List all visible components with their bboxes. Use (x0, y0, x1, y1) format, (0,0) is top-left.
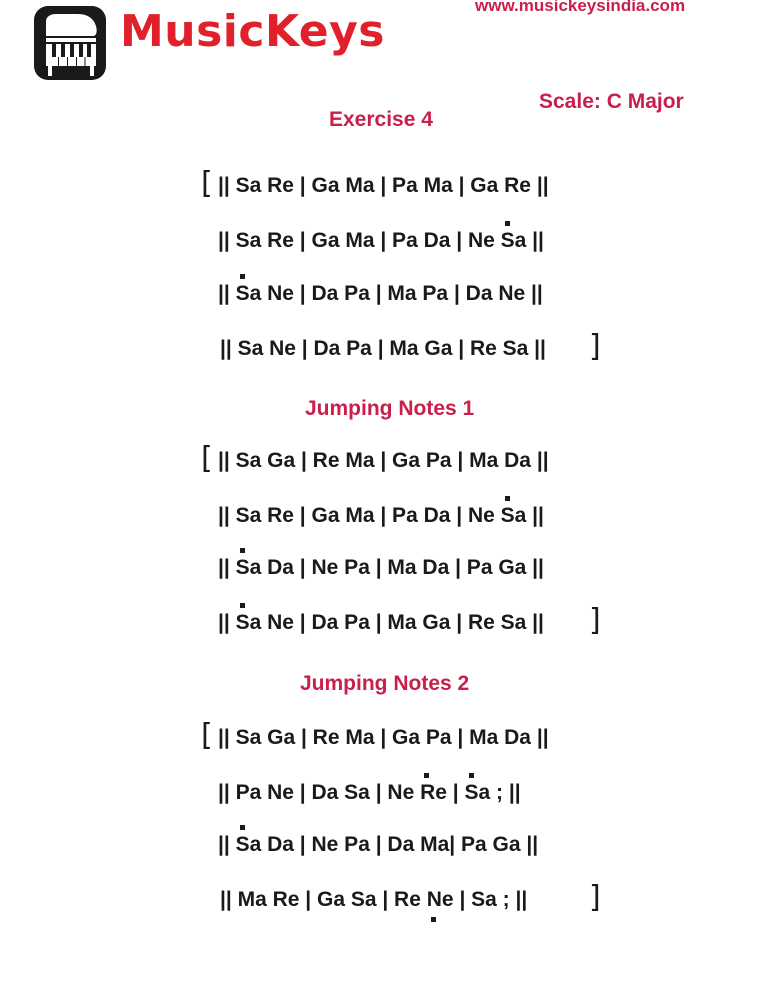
close-bracket: ] (589, 603, 601, 638)
open-bracket: [ (201, 441, 213, 476)
notation-line: || Sa Ne | Da Pa | Ma Ga | Re Sa || (220, 337, 546, 360)
upper-octave-dot (240, 274, 245, 279)
section-title-jumping-notes-2: Jumping Notes 2 (300, 672, 470, 695)
website-url[interactable]: www.musickeysindia.com (475, 0, 686, 15)
upper-octave-dot (240, 603, 245, 608)
notation-line: || Sa Re | Ga Ma | Pa Da | Ne Sa || (218, 229, 544, 253)
upper-octave-dot (505, 221, 510, 226)
notation-line: || Sa Re | Ga Ma | Pa Da | Ne Sa || (218, 504, 544, 528)
open-bracket: [ (201, 718, 213, 753)
close-bracket: ] (589, 880, 601, 915)
upper-octave-dot (240, 825, 245, 830)
musickeys-logo (34, 6, 106, 80)
section-title-jumping-notes-1: Jumping Notes 1 (305, 397, 475, 420)
notation-line: || Pa Ne | Da Sa | Ne Re | Sa ; || (218, 781, 521, 805)
lower-octave-dot (431, 917, 436, 922)
open-bracket: [ (201, 166, 213, 201)
upper-octave-dot (469, 773, 474, 778)
notation-line: || Sa Ne | Da Pa | Ma Ga | Re Sa || (218, 611, 544, 635)
scale-label: Scale: C Major (539, 90, 684, 113)
piano-icon (34, 6, 106, 80)
close-bracket: ] (589, 329, 601, 364)
section-title-exercise-4: Exercise 4 (329, 108, 433, 131)
upper-octave-dot (505, 496, 510, 501)
notation-line: || Sa Ga | Re Ma | Ga Pa | Ma Da || (218, 449, 549, 472)
notation-line: || Sa Ne | Da Pa | Ma Pa | Da Ne || (218, 282, 543, 306)
notation-line: || Sa Ga | Re Ma | Ga Pa | Ma Da || (218, 726, 549, 749)
notation-line: || Sa Da | Ne Pa | Ma Da | Pa Ga || (218, 556, 544, 580)
notation-line: || Ma Re | Ga Sa | Re Ne | Sa ; || (220, 888, 527, 912)
brand-name: MusicKeys (120, 6, 385, 57)
upper-octave-dot (240, 548, 245, 553)
upper-octave-dot (424, 773, 429, 778)
notation-line: || Sa Re | Ga Ma | Pa Ma | Ga Re || (218, 174, 549, 197)
notation-line: || Sa Da | Ne Pa | Da Ma| Pa Ga || (218, 833, 538, 857)
